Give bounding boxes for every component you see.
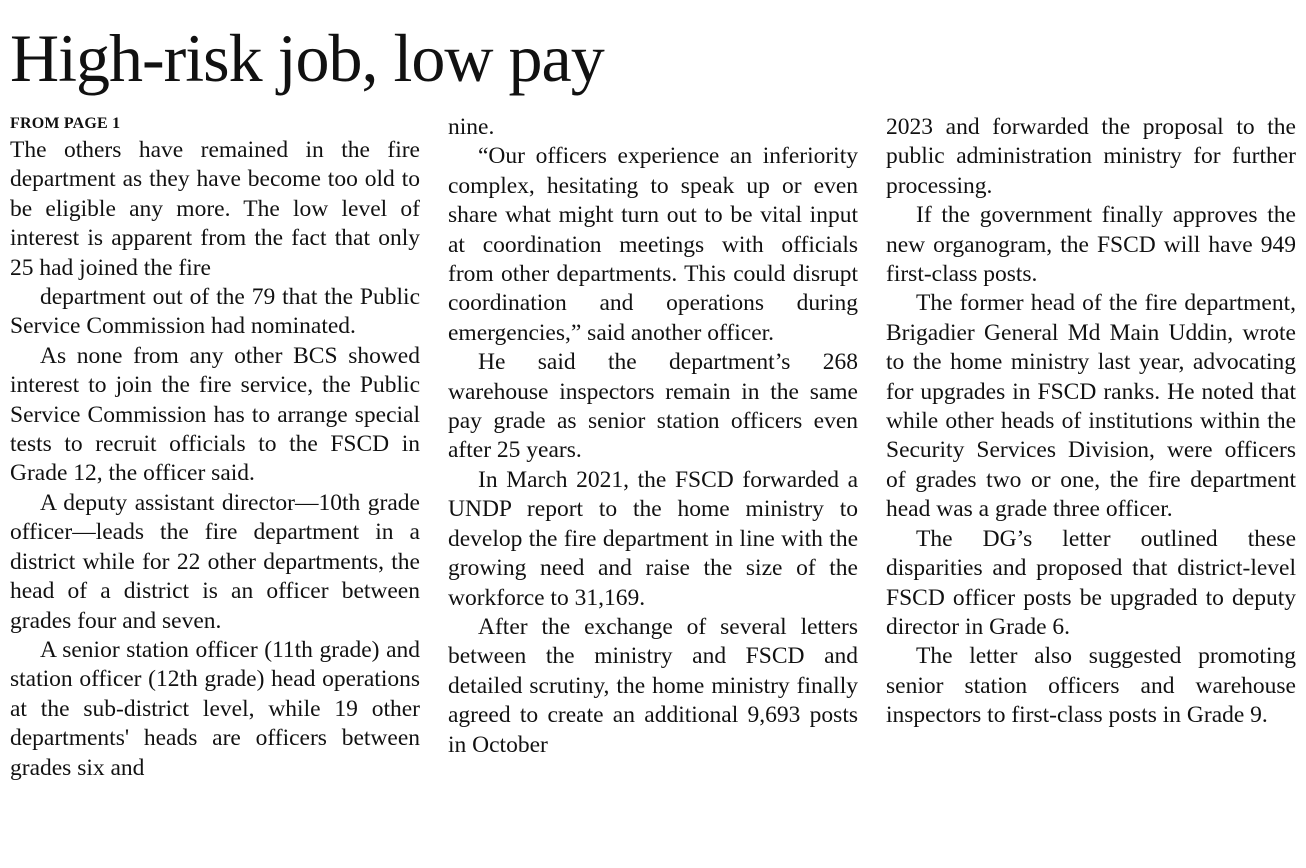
paragraph: The former head of the fire department, Brigadier General Md Main Uddin, wrote to the home ministry last year, advocating for upgrades in FSCD ranks. He noted that while other heads of institutions within the Security Services Division, were officers of grades two or one, the fire department head was a grade three officer. — [886, 290, 1296, 523]
article-column-2 — [448, 113, 858, 861]
article-body — [10, 113, 1296, 861]
paragraph: department out of the 79 that the Public Service Commission had nominated. — [10, 284, 420, 340]
paragraph: nine. — [448, 114, 495, 140]
paragraph: He said the department’s 268 warehouse inspectors remain in the same pay grade as senior station officers even after 25 years. — [448, 349, 858, 464]
paragraph: The letter also suggested promoting senior station officers and warehouse inspectors to first-class posts in Grade 9. — [886, 643, 1296, 729]
headline: High-risk job, low pay — [10, 20, 604, 96]
article-column-1 — [10, 113, 420, 861]
paragraph: In March 2021, the FSCD forwarded a UNDP report to the home ministry to develop the fire department in line with the growing need and raise the size of the workforce to 31,169. — [448, 466, 858, 611]
paragraph: If the government finally approves the new organogram, the FSCD will have 949 first-class posts. — [886, 202, 1296, 288]
paragraph: After the exchange of several letters between the ministry and FSCD and detailed scrutiny, the home ministry finally agreed to create an additional 9,693 posts in October — [448, 613, 858, 758]
continuation-kicker: FROM PAGE 1 — [10, 115, 121, 132]
paragraph: A senior station officer (11th grade) and station officer (12th grade) head operations at the sub-district level, while 19 other departments' heads are officers between grades six and — [10, 636, 420, 781]
paragraph: A deputy assistant director—10th grade officer—leads the fire department in a district while for 22 other departments, the head of a district is an officer between grades four and seven. — [10, 489, 420, 634]
paragraph: “Our officers experience an inferiority complex, hesitating to speak up or even share what might turn out to be vital input at coordination meetings with officials from other departments. This could disrupt coordination and operations during emergencies,” said another officer. — [448, 143, 858, 346]
paragraph: As none from any other BCS showed interest to join the fire service, the Public Service Commission has to arrange special tests to recruit officials to the FSCD in Grade 12, the officer said. — [10, 342, 420, 487]
article-column-3 — [886, 113, 1296, 861]
paragraph: The others have remained in the fire department as they have become too old to be eligible any more. The low level of interest is apparent from the fact that only 25 had joined the fire — [10, 137, 420, 281]
paragraph: The DG’s letter outlined these disparities and proposed that district-level FSCD officer posts be upgraded to deputy director in Grade 6. — [886, 525, 1296, 640]
paragraph: 2023 and forwarded the proposal to the public administration ministry for further processing. — [886, 114, 1296, 199]
